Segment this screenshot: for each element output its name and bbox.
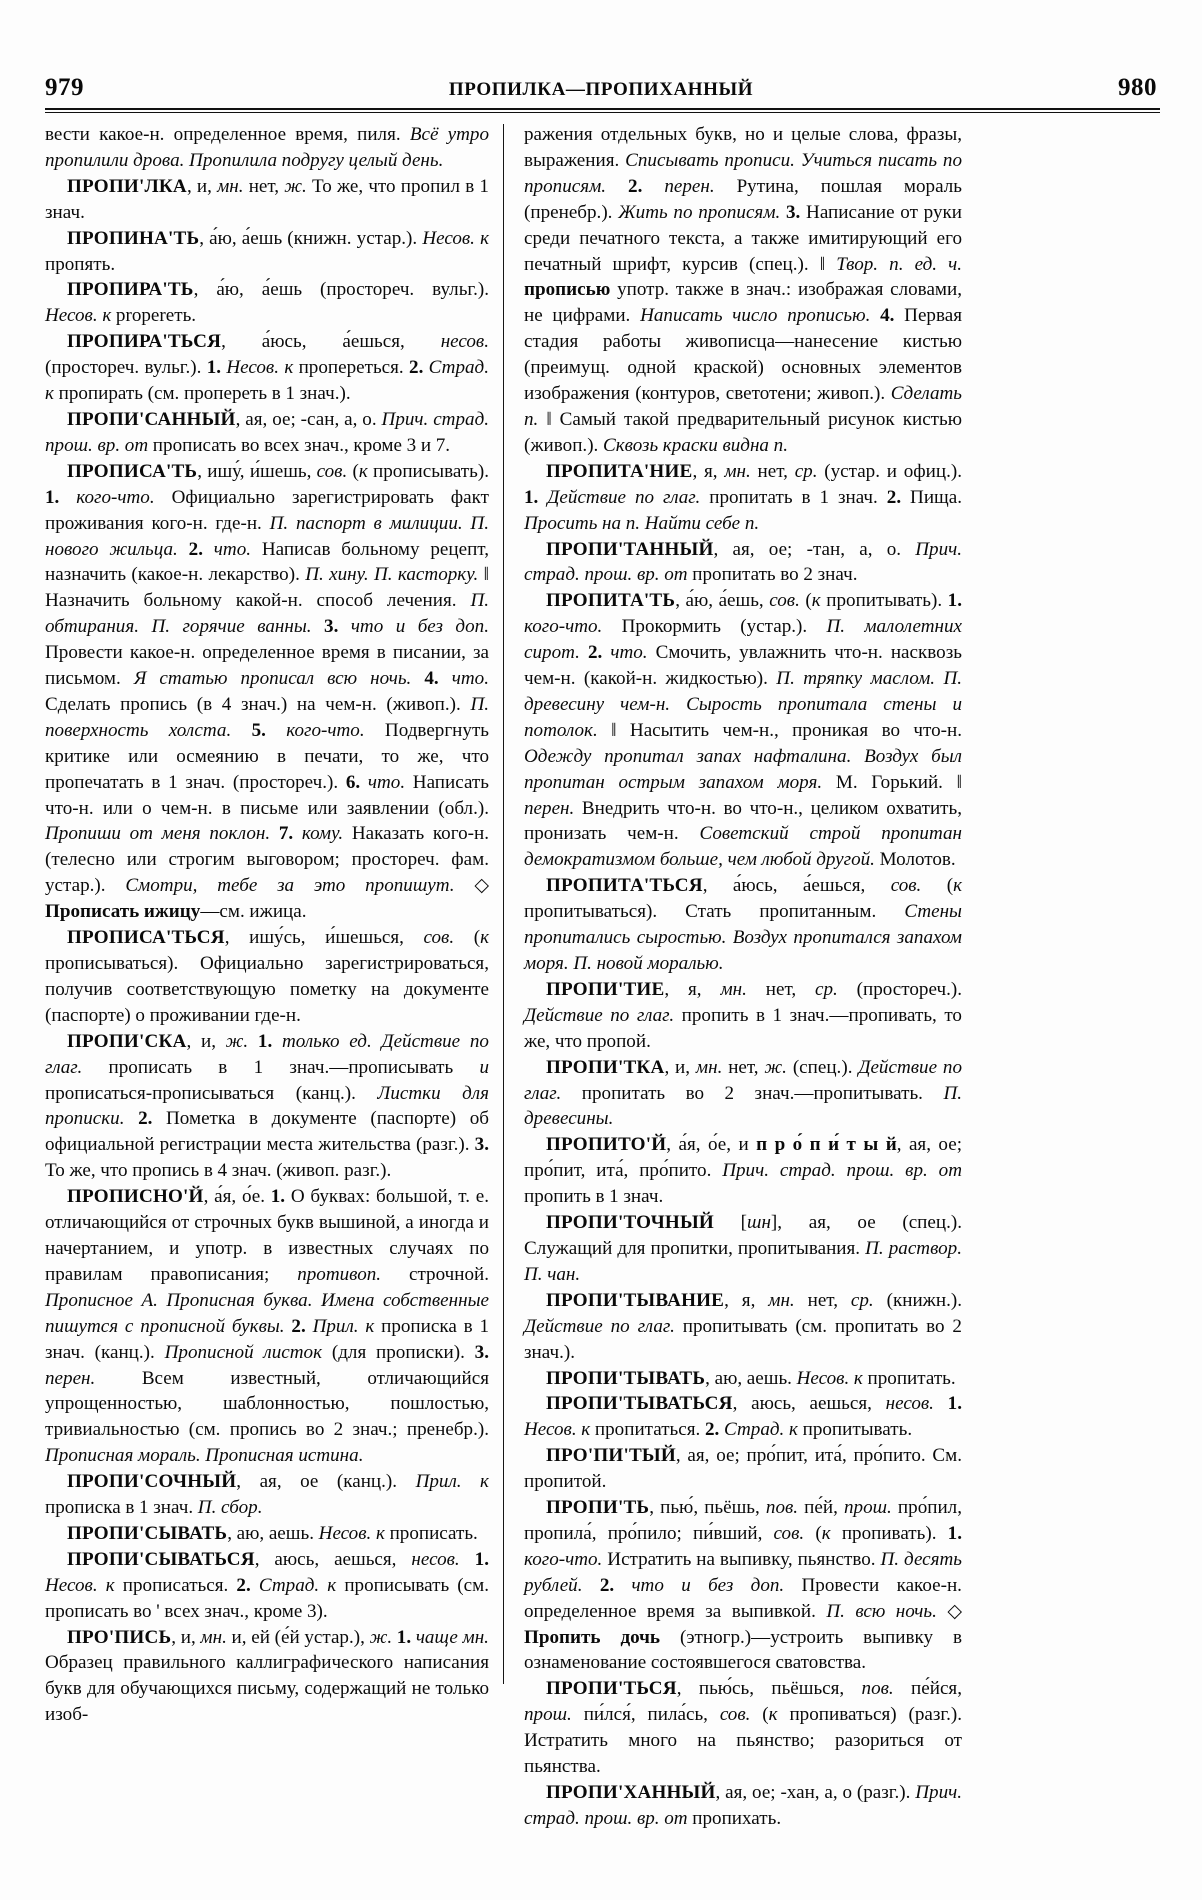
entry-continuation: ражения отдельных букв, но и целые слова, фразы, выражения. Списывать прописи. Учиться писать по прописям. 2. перен. Рутина, пошлая мораль (пренебр.). Жить по прописям. 3. Написание от руки среди печатного текста, а также имитирующий его печатный шрифт, курсив (спец.). ‖ Твор. п. ед. ч. прописью употр. также в знач.: изображая словами, не цифрами. Написать число прописью. 4. Первая стадия работы живописца—нанесение кистью (преимущ. одной краской) основных элементов изображения (контуров, светотени; живоп.). Сделать п. ‖ Самый такой предварительный рисунок кистью (живоп.). Сквозь краски видна п.: [524, 124, 962, 456]
dictionary-entry: ПРОПИРА'ТЬСЯ, а́юсь, а́ешься, несов. (простореч. вульг.). 1. Несов. к пропереться. 2. Страд. к пропирать (см. пропереть в 1 знач.).: [45, 331, 489, 405]
right-column: [504, 122, 962, 1880]
page-title: ПРОПИЛКА—ПРОПИХАННЫЙ: [448, 79, 754, 100]
dictionary-entry: ПРОПИ'СОЧНЫЙ, ая, ое (канц.). Прил. к прописка в 1 знач. П. сбор.: [45, 1471, 489, 1519]
dictionary-entry: ПРОПИ'ТЫВАТЬСЯ, аюсь, аешься, несов. 1. Несов. к пропитаться. 2. Страд. к пропитывать.: [524, 1393, 962, 1441]
running-head: [45, 60, 1157, 100]
dictionary-entry: ПРОПИТО'Й, а́я, о́е, и п р о́ п и́ т ы й, ая, ое; про́пит, ита́, про́пито. Прич. страд. прош. вр. от пропить в 1 знач.: [524, 1134, 962, 1208]
dictionary-entry: ПРОПИСА'ТЬСЯ, ишу́сь, и́шешься, сов. (к прописываться). Официально зарегистрироваться, получив соответствующую пометку на документе (паспорте) о проживании где-н.: [45, 927, 489, 1026]
dictionary-entry: ПРОПИСНО'Й, а́я, о́е. 1. О буквах: большой, т. е. отличающийся от строчных букв вышиной, а иногда и начертанием, и употр. в известных случаях по правилам правописания; противоп. строчной. Прописное А. Прописная буква. Имена собственные пишутся с прописной буквы. 2. Прил. к прописка в 1 знач. (канц.). Прописной листок (для прописки). 3. перен. Всем известный, отличающийся упрощенностью, шаблонностью, пошлостью, тривиальностью (см. пропись во 2 знач.; пренебр.). Прописная мораль. Прописная истина.: [45, 1186, 489, 1467]
dictionary-entry: ПРОПИСА'ТЬ, ишу́, и́шешь, сов. (к прописывать). 1. кого-что. Официально зарегистрировать факт проживания кого-н. где-н. П. паспорт в милиции. П. нового жильца. 2. что. Написав больному рецепт, назначить (какое-н. лекарство). П. хину. П. касторку. ‖ Назначить больному какой-н. способ лечения. П. обтирания. П. горячие ванны. 3. что и без доп. Провести какое-н. определенное время в писании, за письмом. Я статью прописал всю ночь. 4. что. Сделать пропись (в 4 знач.) на чем-н. (живоп.). П. поверхность холста. 5. кого-что. Подвергнуть критике или осмеянию в печати, то же, что пропечатать в 1 знач. (простореч.). 6. что. Написать что-н. или о чем-н. в письме или заявлении (обл.). Пропиши от меня поклон. 7. кому. Наказать кого-н. (телесно или строгим выговором; простореч. фам. устар.). Смотри, тебе за это пропишут. ◇ Прописать ижицу—см. ижица.: [45, 460, 490, 923]
dictionary-entry: ПРОПИ'ХАННЫЙ, ая, ое; -хан, а, о (разг.). Прич. страд. прош. вр. от пропихать.: [524, 1782, 962, 1829]
dictionary-entry: ПРОПИТА'ТЬСЯ, а́юсь, а́ешься, сов. (к пропитываться). Стать пропитанным. Стены пропитались сыростью. Воздух пропитался запахом моря. П. новой моралью.: [524, 875, 962, 974]
header-rule: [45, 108, 1160, 113]
dictionary-entry: ПРОПИ'ТЬСЯ, пью́сь, пьёшься, пов. пе́йся, прош. пи́лся́, пила́сь, сов. (к пропиваться) (разг.). Истратить много на пьянство; разориться от пьянства.: [524, 1678, 962, 1778]
dictionary-entry: ПРОПИ'ЛКА, и, мн. нет, ж. То же, что пропил в 1 знач.: [45, 175, 489, 223]
dictionary-entry: ПРОПИ'ТОЧНЫЙ [шн], ая, ое (спец.). Служащий для пропитки, пропитывания. П. раствор. П. чан.: [524, 1212, 962, 1285]
dictionary-entry: ПРОПИ'СКА, и, ж. 1. только ед. Действие по глаг. прописать в 1 знач.—прописывать и прописаться-прописываться (канц.). Листки для прописки. 2. Пометка в документе (паспорте) об официальной регистрации места жительства (разг.). 3. То же, что пропись в 4 знач. (живоп. разг.).: [45, 1030, 489, 1182]
page-number-right: 980: [1118, 74, 1157, 101]
text-body: [45, 122, 1160, 1880]
left-column: [45, 122, 503, 1880]
dictionary-entry: ПРОПИ'ТЬ, пью́, пьёшь, пов. пе́й, прош. про́пил, пропила́, про́пило; пи́вший, сов. (к пропивать). 1. кого-что. Истратить на выпивку, пьянство. П. десять рублей. 2. что и без доп. Провести какое-н. определенное время за выпивкой. П. всю ночь. ◇ Пропить дочь (этногр.)—устроить выпивку в ознаменование состоявшегося сватовства.: [524, 1497, 962, 1674]
dictionary-entry: ПРОПИ'ТКА, и, мн. нет, ж. (спец.). Действие по глаг. пропитать во 2 знач.—пропитывать. П. древесины.: [524, 1056, 962, 1130]
dictionary-entry: ПРОПИТА'НИЕ, я, мн. нет, ср. (устар. и офиц.). 1. Действие по глаг. пропитать в 1 знач. 2. Пища. Просить на п. Найти себе п.: [524, 460, 962, 534]
dictionary-entry: ПРО'ПИСЬ, и, мн. и, ей (е́й устар.), ж. 1. чаще мн. Образец правильного каллиграфического написания букв для обучающихся письму, содержащий не только изоб-: [45, 1626, 489, 1726]
dictionary-entry: ПРОПИ'САННЫЙ, ая, ое; -сан, а, о. Прич. страд. прош. вр. от прописать во всех знач., кроме 3 и 7.: [45, 408, 489, 456]
dictionary-entry: ПРО'ПИ'ТЫЙ, ая, ое; про́пит, ита́, про́пито. См. пропитой.: [524, 1445, 962, 1493]
dictionary-entry: ПРОПИ'ТАННЫЙ, ая, ое; -тан, а, о. Прич. страд. прош. вр. от пропитать во 2 знач.: [524, 538, 962, 586]
dictionary-entry: ПРОПИТА'ТЬ, а́ю, а́ешь, сов. (к пропитывать). 1. кого-что. Прокормить (устар.). П. малолетних сирот. 2. что. Смочить, увлажнить что-н. насквозь чем-н. (какой-н. жидкостью). П. тряпку маслом. П. древесину чем-н. Сырость пропитала стены и потолок. ‖ Насытить чем-н., проникая во что-н. Одежду пропитал запах нафталина. Воздух был пропитан острым запахом моря. М. Горький. ‖ перен. Внедрить что-н. во что-н., целиком охватить, пронизать чем-н. Советский строй пропитан демократизмом больше, чем любой другой. Молотов.: [524, 590, 963, 871]
dictionary-entry: ПРОПИ'СЫВАТЬ, аю, аешь. Несов. к прописать.: [67, 1522, 478, 1544]
dictionary-entry: ПРОПИРА'ТЬ, а́ю, а́ешь (простореч. вульг.). Несов. к propereть.: [45, 279, 489, 327]
dictionary-entry: ПРОПИ'ТЫВАНИЕ, я, мн. нет, ср. (книжн.). Действие по глаг. пропитывать (см. пропитать во 2 знач.).: [524, 1289, 962, 1363]
dictionary-entry: ПРОПИНА'ТЬ, а́ю, а́ешь (книжн. устар.). Несов. к пропять.: [45, 227, 489, 275]
dictionary-entry: ПРОПИ'ТЫВАТЬ, аю, аешь. Несов. к пропитать.: [546, 1367, 956, 1389]
dictionary-entry: ПРОПИ'ТИЕ, я, мн. нет, ср. (простореч.). Действие по глаг. пропить в 1 знач.—пропивать, то же, что пропой.: [524, 978, 962, 1052]
dictionary-entry: ПРОПИ'СЫВАТЬСЯ, аюсь, аешься, несов. 1. Несов. к прописаться. 2. Страд. к прописывать (см. прописать во ' всех знач., кроме 3).: [45, 1548, 489, 1622]
entry-continuation: вести какое-н. определенное время, пиля. Всё утро пропилили дрова. Пропилила подругу целый день.: [45, 124, 489, 171]
page-number-left: 979: [45, 74, 84, 101]
